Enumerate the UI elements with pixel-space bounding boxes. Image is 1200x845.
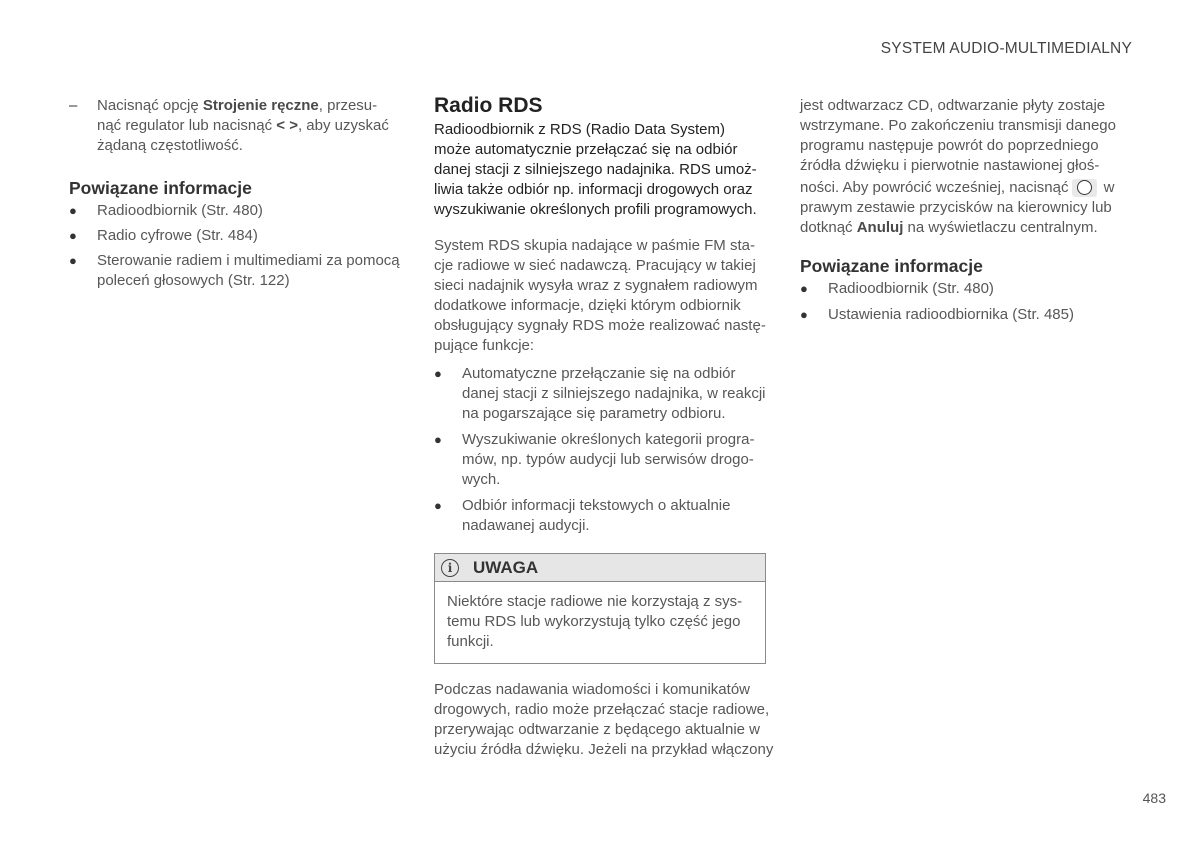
step-text: Nacisnąć opcję: [97, 97, 203, 114]
note-line: temu RDS lub wykorzystują tylko część jego: [447, 613, 741, 630]
note-box: [434, 553, 766, 664]
step-text: nąć regulator lub nacisnąć: [97, 117, 277, 134]
body-paragraph: [800, 96, 1120, 238]
body-line: na wyświetlaczu centralnym.: [903, 219, 1098, 236]
body-line: drogowych, radio może przełączać stacje radiowe,: [434, 701, 770, 718]
bullet-icon: ●: [434, 366, 442, 381]
option-strojenie: Strojenie ręczne: [202, 97, 319, 114]
related-item[interactable]: [69, 251, 407, 291]
body-line: przerywając odtwarzanie z będącego aktualnie w: [434, 721, 761, 738]
related-link[interactable]: Radioodbiornik (Str. 480): [97, 202, 263, 219]
right-column: [800, 96, 1120, 325]
list-line: na pogarszające się parametry odbioru.: [462, 405, 726, 422]
body-line: dodatkowe informacje, dzięki którym odbiornik: [434, 297, 741, 314]
list-line: Automatyczne przełączanie się na odbiór: [462, 365, 736, 382]
lead-line: wyszukiwanie określonych profili programowych.: [434, 201, 757, 218]
related-item[interactable]: [69, 226, 407, 246]
step-text: żądaną częstotliwość.: [97, 137, 243, 154]
step-text: , aby uzyskać: [297, 117, 389, 134]
body-line: Podczas nadawania wiadomości i komunikatów: [434, 681, 750, 698]
page-header: SYSTEM AUDIO-MULTIMEDIALNY: [880, 40, 1132, 57]
bullet-icon: ●: [800, 307, 808, 322]
body-line: użyciu źródła dźwięku. Jeżeli na przykład włączony: [434, 741, 774, 758]
bullet-icon: ●: [69, 203, 77, 218]
bullet-icon: ●: [69, 228, 77, 243]
list-line: wych.: [462, 471, 501, 488]
bullet-icon: ●: [69, 253, 77, 268]
page-number: 483: [1142, 790, 1166, 806]
body-line: jest odtwarzacz CD, odtwarzanie płyty zostaje: [800, 97, 1106, 114]
bullet-icon: ●: [800, 281, 808, 296]
list-line: danej stacji z silniejszego nadajnika, w reakcji: [462, 385, 766, 402]
list-line: Odbiór informacji tekstowych o aktualnie: [462, 497, 731, 514]
note-body: [435, 582, 765, 663]
body-line: System RDS skupia nadające w paśmie FM sta-: [434, 237, 755, 254]
note-line: funkcji.: [447, 633, 494, 650]
related-item[interactable]: [800, 305, 1120, 325]
body-line: wstrzymane. Po zakończeniu transmisji danego: [800, 117, 1116, 134]
body-paragraph: [434, 680, 774, 760]
steering-button: [1072, 179, 1097, 197]
anuluj-label: Anuluj: [856, 219, 904, 236]
middle-column: [434, 94, 774, 760]
body-line: ności. Aby powrócić wcześniej, nacisnąć: [800, 179, 1069, 196]
list-line: mów, np. typów audycji lub serwisów drogo-: [462, 451, 754, 468]
body-line: dotknąć: [800, 219, 857, 236]
body-line: obsługujący sygnały RDS może realizować nastę-: [434, 317, 766, 334]
body-line: w: [1103, 179, 1115, 196]
related-heading: Powiązane informacje: [69, 178, 252, 198]
body-line: pujące funkcje:: [434, 337, 535, 354]
lead-line: Radioodbiornik z RDS (Radio Data System): [434, 121, 725, 138]
body-paragraph: [434, 236, 768, 356]
related-heading: Powiązane informacje: [800, 256, 983, 276]
body-line: prawym zestawie przycisków na kierownicy lub: [800, 199, 1112, 216]
list-item: [434, 364, 768, 424]
related-item[interactable]: [69, 201, 407, 221]
arrow-keys-label: < >: [276, 117, 298, 134]
related-link[interactable]: poleceń głosowych (Str. 122): [97, 272, 290, 289]
related-link[interactable]: Radioodbiornik (Str. 480): [828, 280, 994, 297]
info-icon: i: [441, 559, 459, 577]
list-line: nadawanej audycji.: [462, 517, 590, 534]
related-link[interactable]: Radio cyfrowe (Str. 484): [97, 227, 258, 244]
bullet-icon: ●: [434, 498, 442, 513]
body-line: programu następuje powrót do poprzedniego: [800, 137, 1099, 154]
body-line: sieci nadajnik wysyła wraz z sygnałem radiowym: [434, 277, 758, 294]
list-item: [434, 496, 768, 536]
lead-line: danej stacji z silniejszego nadajnika. RDS umoż-: [434, 161, 757, 178]
step-text: , przesu-: [318, 97, 378, 114]
body-line: źródła dźwięku i pierwotnie nastawionej głoś-: [800, 157, 1100, 174]
step-item: [69, 96, 407, 156]
note-title: UWAGA: [473, 557, 539, 577]
left-column: [69, 96, 407, 291]
bullet-icon: ●: [434, 432, 442, 447]
lead-line: liwia także odbiór np. informacji drogowych oraz: [434, 181, 753, 198]
list-item: [434, 430, 768, 490]
related-link[interactable]: Sterowanie radiem i multimediami za pomocą: [97, 252, 400, 269]
note-line: Niektóre stacje radiowe nie korzystają z sys-: [447, 593, 743, 610]
lead-paragraph: [434, 120, 768, 220]
section-title: Radio RDS: [434, 94, 543, 117]
lead-line: może automatycznie przełączać się na odbiór: [434, 141, 738, 158]
related-link[interactable]: Ustawienia radioodbiornika (Str. 485): [828, 306, 1074, 323]
note-header: [435, 554, 765, 582]
related-item[interactable]: [800, 279, 1120, 299]
body-line: cje radiowe w sieć nadawczą. Pracujący w takiej: [434, 257, 756, 274]
list-line: Wyszukiwanie określonych kategorii progra-: [462, 431, 755, 448]
circle-button-icon: [1077, 180, 1092, 195]
dash-marker: –: [69, 97, 78, 114]
